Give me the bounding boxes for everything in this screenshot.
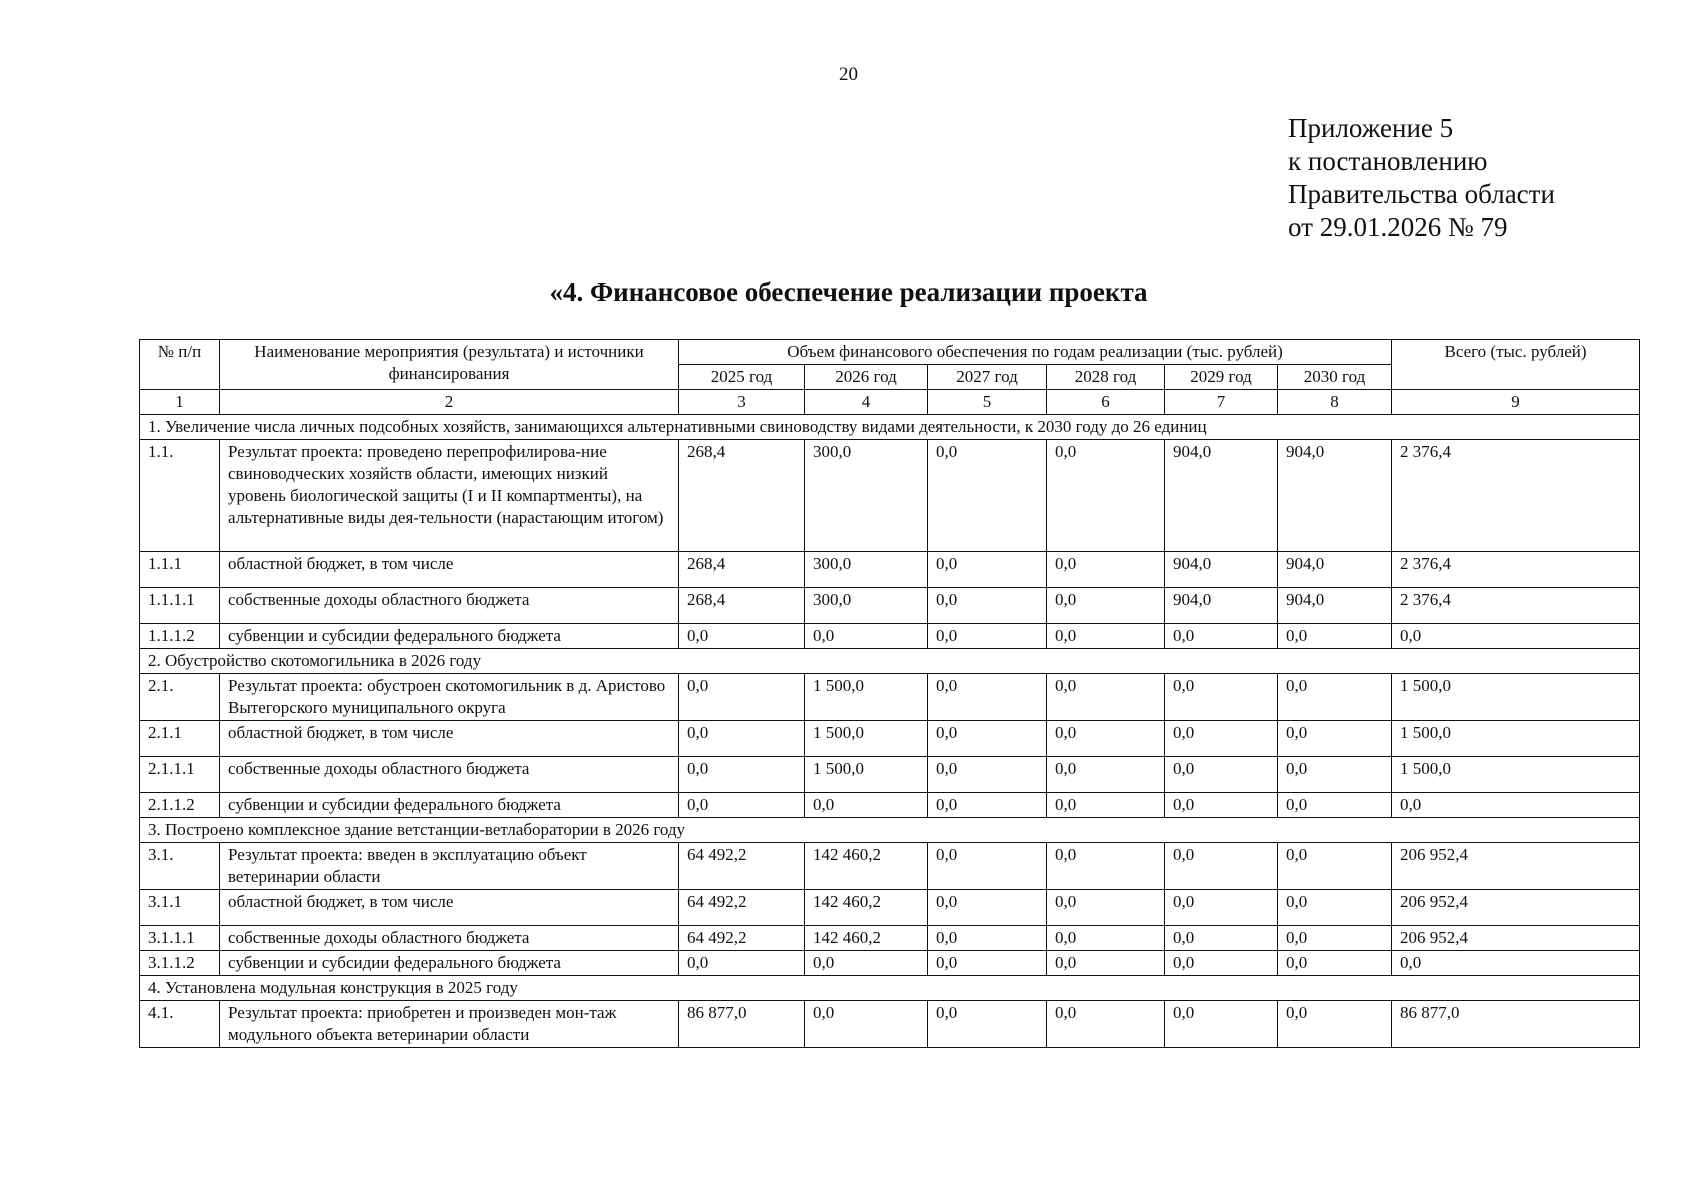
- appendix-line: Приложение 5: [1288, 113, 1454, 143]
- row-year-value: 64 492,2: [679, 890, 805, 926]
- row-year-value: 300,0: [805, 440, 928, 552]
- row-number: 3.1.1.1: [140, 926, 220, 951]
- index-cell: 3: [679, 390, 805, 415]
- row-year-value: 0,0: [1278, 757, 1392, 793]
- row-year-value: 0,0: [679, 674, 805, 721]
- row-year-value: 0,0: [1165, 721, 1278, 757]
- header-num: № п/п: [140, 340, 220, 390]
- row-name: областной бюджет, в том числе: [220, 552, 679, 588]
- row-year-value: 0,0: [1278, 674, 1392, 721]
- page-number: 20: [839, 64, 858, 85]
- row-total: 2 376,4: [1392, 440, 1640, 552]
- row-year-value: 0,0: [1047, 674, 1165, 721]
- index-cell: 9: [1392, 390, 1640, 415]
- row-year-value: 0,0: [1165, 1001, 1278, 1048]
- section-row: [140, 415, 1640, 440]
- header-volume: Объем финансового обеспечения по годам реализации (тыс. рублей): [679, 340, 1392, 365]
- row-year-value: 0,0: [1278, 793, 1392, 818]
- row-name: собственные доходы областного бюджета: [220, 926, 679, 951]
- section-title: 1. Увеличение числа личных подсобных хозяйств, занимающихся альтернативными свиноводству видами деятельности, к 2030 году до 26 единиц: [140, 415, 1640, 440]
- table-body: [140, 415, 1640, 1048]
- row-year-value: 0,0: [805, 624, 928, 649]
- row-year-value: 0,0: [1165, 926, 1278, 951]
- row-year-value: 0,0: [928, 721, 1047, 757]
- header-year: 2026 год: [805, 365, 928, 390]
- row-year-value: 0,0: [679, 624, 805, 649]
- row-year-value: 0,0: [1278, 890, 1392, 926]
- row-year-value: 0,0: [928, 674, 1047, 721]
- row-year-value: 0,0: [928, 757, 1047, 793]
- row-year-value: 0,0: [1278, 951, 1392, 976]
- table-row: [140, 1001, 1640, 1048]
- row-year-value: 268,4: [679, 588, 805, 624]
- document-title: «4. Финансовое обеспечение реализации проекта: [549, 277, 1148, 307]
- row-name: субвенции и субсидии федерального бюджета: [220, 793, 679, 818]
- table-row: [140, 843, 1640, 890]
- row-year-value: 0,0: [928, 793, 1047, 818]
- appendix-line: к постановлению: [1288, 146, 1488, 176]
- row-number: 1.1.1.1: [140, 588, 220, 624]
- row-year-value: 0,0: [1047, 440, 1165, 552]
- table-row: [140, 951, 1640, 976]
- header-name: Наименование мероприятия (результата) и источники финансирования: [220, 340, 679, 390]
- row-year-value: 0,0: [679, 951, 805, 976]
- row-total: 86 877,0: [1392, 1001, 1640, 1048]
- row-total: 206 952,4: [1392, 843, 1640, 890]
- index-cell: 5: [928, 390, 1047, 415]
- row-year-value: 64 492,2: [679, 926, 805, 951]
- row-year-value: 142 460,2: [805, 843, 928, 890]
- index-cell: 4: [805, 390, 928, 415]
- row-year-value: 268,4: [679, 552, 805, 588]
- row-year-value: 1 500,0: [805, 757, 928, 793]
- row-year-value: 300,0: [805, 588, 928, 624]
- row-year-value: 0,0: [1165, 890, 1278, 926]
- row-year-value: 904,0: [1165, 588, 1278, 624]
- table-row: [140, 757, 1640, 793]
- index-cell: 7: [1165, 390, 1278, 415]
- row-year-value: 0,0: [1047, 757, 1165, 793]
- index-row: [140, 390, 1640, 415]
- row-total: 206 952,4: [1392, 890, 1640, 926]
- appendix-line: Правительства области: [1288, 179, 1555, 209]
- row-year-value: 904,0: [1278, 440, 1392, 552]
- header-year: 2028 год: [1047, 365, 1165, 390]
- table-row: [140, 588, 1640, 624]
- row-year-value: 0,0: [1278, 1001, 1392, 1048]
- row-year-value: 0,0: [805, 793, 928, 818]
- row-number: 3.1.1: [140, 890, 220, 926]
- row-number: 1.1.1: [140, 552, 220, 588]
- row-number: 2.1.: [140, 674, 220, 721]
- row-name: областной бюджет, в том числе: [220, 890, 679, 926]
- table-row: [140, 926, 1640, 951]
- index-cell: 8: [1278, 390, 1392, 415]
- row-year-value: 0,0: [928, 843, 1047, 890]
- row-year-value: 0,0: [679, 757, 805, 793]
- row-name: собственные доходы областного бюджета: [220, 588, 679, 624]
- row-year-value: 0,0: [928, 624, 1047, 649]
- table-row: [140, 890, 1640, 926]
- row-year-value: 142 460,2: [805, 890, 928, 926]
- row-year-value: 0,0: [1165, 951, 1278, 976]
- row-year-value: 904,0: [1165, 440, 1278, 552]
- row-total: 0,0: [1392, 624, 1640, 649]
- row-year-value: 0,0: [928, 440, 1047, 552]
- row-total: 0,0: [1392, 793, 1640, 818]
- row-number: 1.1.1.2: [140, 624, 220, 649]
- row-year-value: 0,0: [1047, 926, 1165, 951]
- table-row: [140, 721, 1640, 757]
- row-year-value: 0,0: [1047, 552, 1165, 588]
- header-year: 2029 год: [1165, 365, 1278, 390]
- index-cell: 6: [1047, 390, 1165, 415]
- row-year-value: 0,0: [1047, 843, 1165, 890]
- table-row: [140, 624, 1640, 649]
- row-total: 2 376,4: [1392, 588, 1640, 624]
- row-year-value: 904,0: [1278, 588, 1392, 624]
- row-total: 206 952,4: [1392, 926, 1640, 951]
- row-year-value: 0,0: [928, 1001, 1047, 1048]
- row-total: 1 500,0: [1392, 721, 1640, 757]
- appendix-line: от 29.01.2026 № 79: [1288, 212, 1508, 242]
- row-year-value: 0,0: [928, 552, 1047, 588]
- row-name: Результат проекта: введен в эксплуатацию объект ветеринарии области: [220, 843, 679, 890]
- row-year-value: 0,0: [928, 926, 1047, 951]
- row-year-value: 0,0: [1047, 721, 1165, 757]
- table-row: [140, 793, 1640, 818]
- row-year-value: 0,0: [928, 588, 1047, 624]
- row-year-value: 0,0: [1278, 843, 1392, 890]
- row-total: 1 500,0: [1392, 674, 1640, 721]
- row-year-value: 904,0: [1165, 552, 1278, 588]
- row-year-value: 300,0: [805, 552, 928, 588]
- row-year-value: 0,0: [1047, 624, 1165, 649]
- index-cell: 2: [220, 390, 679, 415]
- row-name: субвенции и субсидии федерального бюджета: [220, 624, 679, 649]
- section-row: [140, 818, 1640, 843]
- index-cell: 1: [140, 390, 220, 415]
- section-title: 3. Построено комплексное здание ветстанции-ветлаборатории в 2026 году: [140, 818, 1640, 843]
- row-year-value: 0,0: [1165, 674, 1278, 721]
- row-name: Результат проекта: приобретен и произведен мон-таж модульного объекта ветеринарии области: [220, 1001, 679, 1048]
- row-year-value: 0,0: [928, 951, 1047, 976]
- section-title: 2. Обустройство скотомогильника в 2026 году: [140, 649, 1640, 674]
- financing-table: [139, 339, 1640, 1048]
- header-row: [140, 340, 1640, 365]
- row-year-value: 86 877,0: [679, 1001, 805, 1048]
- row-year-value: 0,0: [1278, 926, 1392, 951]
- row-name: областной бюджет, в том числе: [220, 721, 679, 757]
- row-year-value: 0,0: [1278, 624, 1392, 649]
- section-row: [140, 649, 1640, 674]
- header-year: 2025 год: [679, 365, 805, 390]
- row-total: 1 500,0: [1392, 757, 1640, 793]
- row-year-value: 0,0: [1047, 951, 1165, 976]
- row-number: 2.1.1: [140, 721, 220, 757]
- header-total: Всего (тыс. рублей): [1392, 340, 1640, 390]
- row-name: Результат проекта: проведено перепрофилирова-ние свиноводческих хозяйств области, имеющих низкий уровень биологической защиты (I и II компартменты), на альтернативные виды дея-тельности (нарастающим итогом): [220, 440, 679, 552]
- row-year-value: 268,4: [679, 440, 805, 552]
- row-year-value: 0,0: [928, 890, 1047, 926]
- row-number: 3.1.1.2: [140, 951, 220, 976]
- row-total: 2 376,4: [1392, 552, 1640, 588]
- row-name: Результат проекта: обустроен скотомогильник в д. Аристово Вытегорского муниципального округа: [220, 674, 679, 721]
- row-year-value: 0,0: [1165, 757, 1278, 793]
- section-title: 4. Установлена модульная конструкция в 2025 году: [140, 976, 1640, 1001]
- row-year-value: 0,0: [1165, 793, 1278, 818]
- row-year-value: 0,0: [1165, 624, 1278, 649]
- row-name: субвенции и субсидии федерального бюджета: [220, 951, 679, 976]
- row-year-value: 142 460,2: [805, 926, 928, 951]
- row-name: собственные доходы областного бюджета: [220, 757, 679, 793]
- row-number: 2.1.1.2: [140, 793, 220, 818]
- row-year-value: 0,0: [805, 1001, 928, 1048]
- row-year-value: 0,0: [679, 721, 805, 757]
- row-year-value: 0,0: [679, 793, 805, 818]
- row-year-value: 0,0: [1165, 843, 1278, 890]
- appendix-block: [1288, 112, 1555, 244]
- row-year-value: 0,0: [1047, 588, 1165, 624]
- row-year-value: 0,0: [1047, 890, 1165, 926]
- row-number: 3.1.: [140, 843, 220, 890]
- section-row: [140, 976, 1640, 1001]
- header-year: 2027 год: [928, 365, 1047, 390]
- row-year-value: 0,0: [805, 951, 928, 976]
- row-number: 2.1.1.1: [140, 757, 220, 793]
- row-number: 4.1.: [140, 1001, 220, 1048]
- row-year-value: 904,0: [1278, 552, 1392, 588]
- row-year-value: 0,0: [1278, 721, 1392, 757]
- row-year-value: 1 500,0: [805, 721, 928, 757]
- row-year-value: 0,0: [1047, 793, 1165, 818]
- table-row: [140, 440, 1640, 552]
- row-year-value: 64 492,2: [679, 843, 805, 890]
- row-number: 1.1.: [140, 440, 220, 552]
- table-row: [140, 552, 1640, 588]
- row-year-value: 1 500,0: [805, 674, 928, 721]
- row-total: 0,0: [1392, 951, 1640, 976]
- row-year-value: 0,0: [1047, 1001, 1165, 1048]
- header-year: 2030 год: [1278, 365, 1392, 390]
- table-row: [140, 674, 1640, 721]
